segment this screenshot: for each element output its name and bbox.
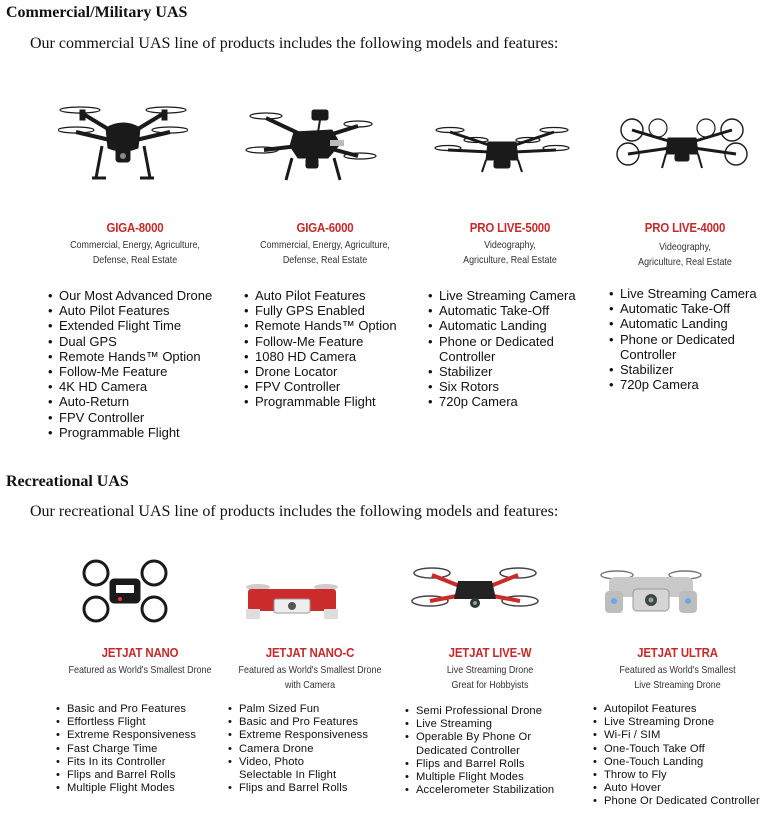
- product-subtitle: Featured as World's Smallest Drone with Camera: [238, 664, 382, 691]
- list-item: Dedicated Controller: [416, 744, 520, 757]
- list-item: • Extended Flight Time: [48, 318, 212, 333]
- list-item: • FPV Controller: [244, 379, 397, 394]
- product-subtitle: Videography, Agriculture, Real Estate: [463, 239, 557, 266]
- list-item: • Drone Locator: [244, 364, 397, 379]
- list-item: • Auto Pilot Features: [48, 303, 212, 318]
- list-item: • Programmable Flight: [244, 394, 397, 409]
- list-item: • Live Streaming Camera: [609, 286, 757, 301]
- list-item: • Six Rotors: [428, 379, 576, 394]
- list-item: • Stabilizer: [609, 362, 757, 377]
- product-giga-8000: [40, 90, 230, 440]
- list-item: • Follow-Me Feature: [244, 334, 397, 349]
- feature-list: [244, 288, 397, 410]
- list-item: • Flips and Barrel Rolls: [405, 758, 554, 771]
- product-subtitle: Featured as World's Smallest Live Streaming Drone: [619, 664, 736, 691]
- list-item: Controller: [439, 348, 496, 364]
- list-item: • 720p Camera: [428, 394, 576, 409]
- list-item: • Fast Charge Time: [56, 743, 196, 756]
- list-item: • Live Streaming: [405, 718, 554, 731]
- feature-list: [228, 703, 368, 795]
- product-subtitle: Live Streaming Drone Great for Hobbyists: [446, 664, 534, 691]
- list-item: • One-Touch Take Off: [593, 743, 760, 756]
- list-item: • Remote Hands™ Option: [48, 349, 212, 364]
- list-item: • Fully GPS Enabled: [244, 303, 397, 318]
- list-item: • Wi-Fi / SIM: [593, 729, 760, 742]
- list-item: • Remote Hands™ Option: [244, 318, 397, 333]
- list-item: • Programmable Flight: [48, 425, 212, 440]
- list-item: • 1080 HD Camera: [244, 349, 397, 364]
- product-name: JETJAT NANO-C: [265, 645, 355, 660]
- product-name: JETJAT NANO: [101, 645, 179, 660]
- list-item: • Follow-Me Feature: [48, 364, 212, 379]
- hexacopter-drone-icon: [432, 120, 572, 176]
- list-item: • Live Streaming Drone: [593, 716, 760, 729]
- list-item: • Phone or Dedicated: [609, 332, 757, 347]
- list-item: • 720p Camera: [609, 377, 757, 392]
- list-item: • Basic and Pro Features: [56, 703, 196, 716]
- product-jetjat-live-w: [400, 555, 580, 805]
- list-item: • Palm Sized Fun: [228, 703, 368, 716]
- product-name: JETJAT ULTRA: [637, 645, 718, 660]
- list-item: • Phone or Dedicated: [428, 334, 576, 349]
- list-item: • Multiple Flight Modes: [405, 771, 554, 784]
- list-item: • One-Touch Landing: [593, 756, 760, 769]
- feature-list: [593, 703, 760, 809]
- list-item: Controller: [620, 346, 677, 362]
- product-subtitle: Videography, Agriculture, Real Estate: [638, 241, 732, 268]
- list-item: • Flips and Barrel Rolls: [56, 769, 196, 782]
- product-name: JETJAT LIVE-W: [448, 645, 532, 660]
- list-item: • Fits In its Controller: [56, 756, 196, 769]
- product-subtitle: Commercial, Energy, Agriculture, Defense, Real Estate: [260, 239, 390, 266]
- recreational-heading: Recreational UAS: [6, 473, 129, 490]
- product-pro-live-5000: [420, 90, 600, 440]
- nano-camera-drone-icon: [244, 575, 340, 625]
- product-name: GIGA-6000: [296, 220, 354, 235]
- product-jetjat-nano-c: [220, 555, 400, 805]
- nano-drone-icon: [80, 557, 170, 625]
- list-item: • Auto-Return: [48, 394, 212, 409]
- list-item: • Auto Pilot Features: [244, 288, 397, 303]
- list-item: • Throw to Fly: [593, 769, 760, 782]
- recreational-intro: Our recreational UAS line of products includes the following models and features:: [30, 503, 559, 520]
- list-item: • Live Streaming Camera: [428, 288, 576, 303]
- list-item: • Accelerometer Stabilization: [405, 784, 554, 797]
- feature-list: [56, 703, 196, 795]
- feature-list: [48, 288, 212, 440]
- list-item: • Effortless Flight: [56, 716, 196, 729]
- ultra-drone-icon: [599, 563, 703, 627]
- product-name: PRO LIVE-5000: [469, 220, 551, 235]
- list-item: • Automatic Take-Off: [428, 303, 576, 318]
- product-giga-6000: [230, 90, 420, 440]
- list-item: • FPV Controller: [48, 410, 212, 425]
- list-item: • Extreme Responsiveness: [56, 729, 196, 742]
- list-item: • Camera Drone: [228, 743, 368, 756]
- list-item: • Phone Or Dedicated Controller: [593, 795, 760, 808]
- feature-list: [609, 286, 757, 392]
- quadcopter-drone-icon: [58, 96, 188, 196]
- list-item: • Automatic Landing: [609, 316, 757, 331]
- product-name: PRO LIVE-4000: [644, 220, 726, 235]
- quadcopter-drone-icon: [242, 104, 382, 194]
- product-subtitle: Commercial, Energy, Agriculture, Defense, Real Estate: [70, 239, 200, 266]
- list-item: • Autopilot Features: [593, 703, 760, 716]
- list-item: • Stabilizer: [428, 364, 576, 379]
- feature-list: [428, 288, 576, 410]
- list-item: • Auto Hover: [593, 782, 760, 795]
- list-item: Selectable In Flight: [239, 769, 337, 782]
- hexacopter-drone-icon: [612, 116, 752, 176]
- list-item: • Video, Photo: [228, 756, 368, 769]
- list-item: • Flips and Barrel Rolls: [228, 782, 368, 795]
- list-item: • Our Most Advanced Drone: [48, 288, 212, 303]
- product-jetjat-ultra: [585, 555, 770, 817]
- product-name: GIGA-8000: [106, 220, 164, 235]
- list-item: • Automatic Take-Off: [609, 301, 757, 316]
- live-drone-icon: [410, 559, 540, 625]
- list-item: • Automatic Landing: [428, 318, 576, 333]
- list-item: • Operable By Phone Or: [405, 731, 554, 744]
- list-item: • Semi Professional Drone: [405, 705, 554, 718]
- product-subtitle: Featured as World's Smallest Drone: [68, 664, 212, 676]
- list-item: • Basic and Pro Features: [228, 716, 368, 729]
- list-item: • Dual GPS: [48, 334, 212, 349]
- list-item: • Extreme Responsiveness: [228, 729, 368, 742]
- list-item: • Multiple Flight Modes: [56, 782, 196, 795]
- commercial-intro: Our commercial UAS line of products includes the following models and features:: [30, 35, 559, 52]
- list-item: • 4K HD Camera: [48, 379, 212, 394]
- product-jetjat-nano: [50, 555, 230, 805]
- commercial-heading: Commercial/Military UAS: [6, 4, 188, 21]
- feature-list: [405, 705, 554, 797]
- product-pro-live-4000: [600, 90, 770, 440]
